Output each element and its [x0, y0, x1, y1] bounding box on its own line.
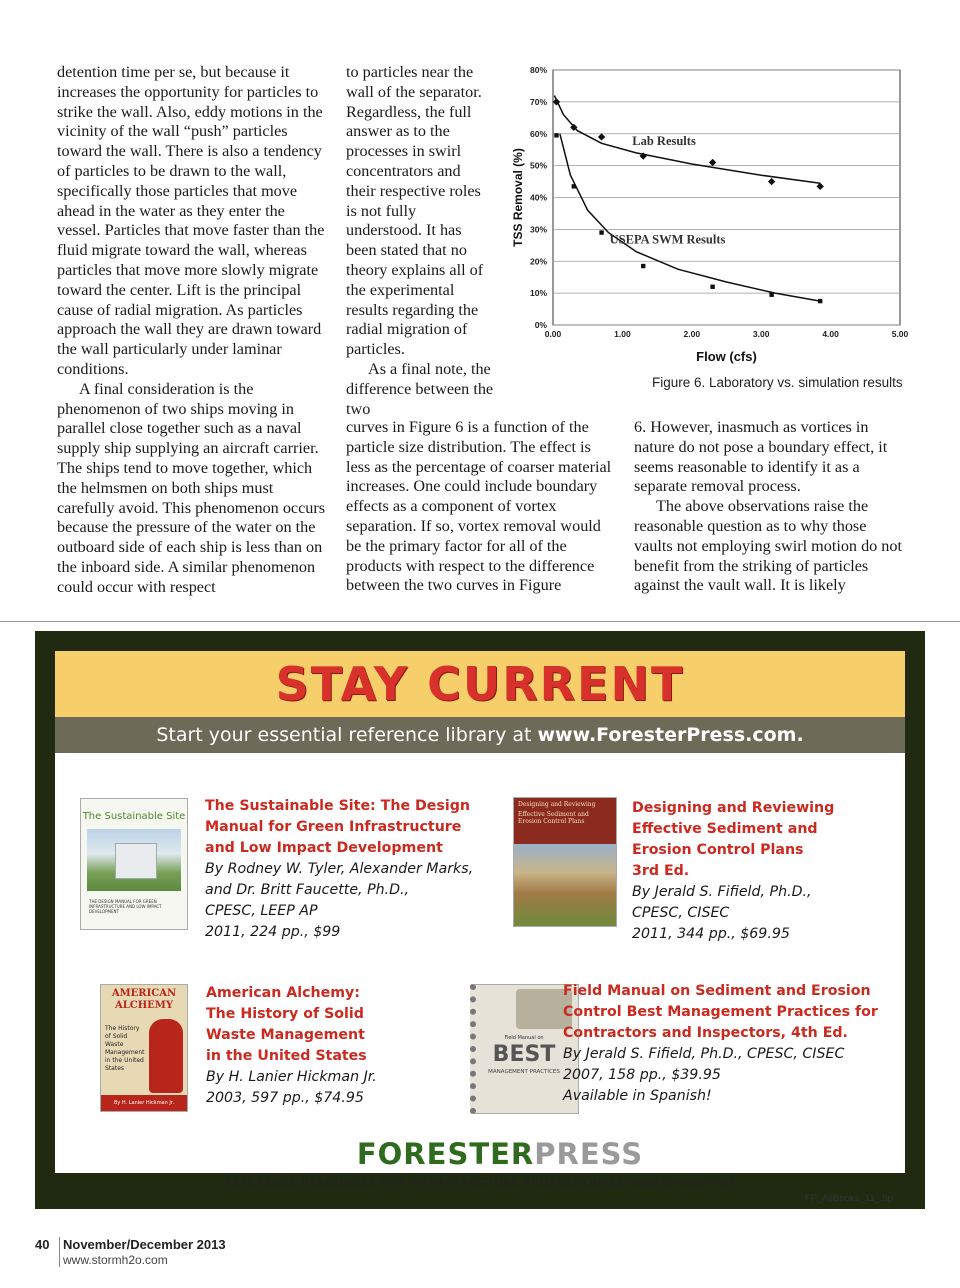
paragraph: to particles near the wall of the separator. Regardless, the full answer as to the processes in swirl concentrators and their respective roles is not fully understood. It has been stated that no theory explains all of the experimental results regarding the radial migration of particles. — [346, 63, 484, 359]
book-title-line: American Alchemy: — [206, 985, 360, 1001]
ad-subtitle-text: Start your essential reference library at — [156, 724, 538, 746]
paragraph: curves in Figure 6 is a function of the particle size distribution. The effect is less as the percentage of coarser material increases. One could include boundary effects as a component of vortex separation. If so, vortex removal would be the primary factor for all of the products with respect to the difference between the two curves in Figure — [346, 418, 612, 595]
x-tick-label: 0.00 — [544, 329, 562, 339]
figure-6-chart — [508, 60, 918, 365]
article-column-3 — [634, 418, 904, 596]
paragraph: A final consideration is the phenomenon of two ships moving in parallel close together such as a naval supply ship supplying an aircraft carrier. The ships tend to move together, which the helmsmen on both ships must carefully avoid. This phenomenon occurs because the pressure of the water on the outboard side of each ship is less than on the inboard side. A similar phenomenon could occur with respect — [57, 379, 326, 596]
cover-subtitle: Effective Sediment and Erosion Control Plans — [518, 811, 589, 825]
y-tick-label: 10% — [529, 288, 547, 299]
data-point — [554, 133, 558, 137]
figure-caption: Figure 6. Laboratory vs. simulation results — [652, 375, 903, 390]
ad-subtitle-link[interactable]: www.ForesterPress.com. — [537, 724, 804, 746]
book-listing-american-alchemy[interactable] — [206, 983, 456, 1109]
cover-photo — [514, 844, 616, 926]
book-detail-line: By Jerald S. Fifield, Ph.D., — [632, 884, 812, 900]
book-detail-line: 2011, 344 pp., $69.95 — [632, 926, 790, 942]
forester-press-logo[interactable] — [320, 1137, 680, 1171]
book-detail-line: CPESC, LEEP AP — [205, 903, 318, 919]
series-label: Lab Results — [632, 133, 696, 148]
cover-title: Field Manual on — [504, 1035, 544, 1041]
y-tick-label: 50% — [529, 160, 547, 171]
book-detail-line: and Dr. Britt Faucette, Ph.D., — [205, 882, 410, 898]
book-title-line: and Low Impact Development — [205, 840, 443, 856]
data-point — [818, 299, 822, 303]
issue-date: November/December 2013 — [63, 1237, 226, 1252]
x-tick-label: 5.00 — [891, 329, 909, 339]
book-detail-line: By H. Lanier Hickman Jr. — [206, 1069, 377, 1085]
article-column-2-bottom — [346, 418, 616, 596]
y-tick-label: 60% — [529, 128, 547, 139]
book-title-line: Contractors and Inspectors, 4th Ed. — [563, 1025, 848, 1041]
logo-part-forester: FORESTER — [356, 1137, 535, 1171]
series-label: USEPA SWM Results — [609, 232, 726, 247]
footer-website[interactable]: www.stormh2o.com — [63, 1253, 168, 1267]
paragraph: detention time per se, but because it increases the opportunity for particles to strike the wall. Also, eddy motions in the vicinity of the wall “push” particles toward the wall. There is also a tendency of particles to be drawn to the wall, specifically those particles that move ahead in the water as they enter the vessel. Particles that move faster than the fluid migrate toward the wall, whereas particles that move more slowly migrate toward the center. Lift is the principal cause of radial migration. As particles approach the wall they are drawn toward the wall particularly under laminar conditions. — [57, 63, 325, 378]
article-column-1 — [57, 63, 327, 598]
cover-title: The Sustainable Site — [82, 811, 186, 822]
book-detail-line: CPESC, CISEC — [632, 905, 730, 921]
book-title-line: Erosion Control Plans — [632, 842, 804, 858]
paragraph: 6. However, inasmuch as vortices in nature do not pose a boundary effect, it seems reasonable to identify it as a separate removal process. — [634, 418, 888, 496]
book-listing-sustainable-site[interactable] — [205, 796, 505, 943]
book-title-line: The History of Solid — [206, 1006, 364, 1022]
ad-code: FP_AllBooks_11_.5p — [804, 1193, 893, 1204]
data-point — [599, 230, 603, 234]
data-point — [769, 293, 773, 297]
cover-subtitle: MANAGEMENT PRACTICES — [488, 1069, 560, 1075]
data-point — [572, 184, 576, 188]
page-number: 40 — [35, 1237, 50, 1252]
article-column-2-top — [346, 63, 494, 419]
paragraph: The above observations raise the reasonable question as to why those vaults not employing swirl motion do not benefit from the striking of particles against the vault wall. It is likely — [634, 497, 902, 595]
book-title-line: Waste Management — [206, 1027, 365, 1043]
x-tick-label: 2.00 — [683, 329, 701, 339]
book-detail-line: By Jerald S. Fifield, Ph.D., CPESC, CISEC — [563, 1046, 845, 1062]
x-tick-label: 1.00 — [614, 329, 631, 339]
book-listing-field-manual[interactable] — [563, 981, 903, 1107]
cover-photo — [87, 829, 181, 891]
cover-title: Designing and Reviewing — [518, 801, 596, 808]
data-point — [710, 285, 714, 289]
logo-part-press: PRESS — [534, 1137, 644, 1171]
cover-title: AMERICAN ALCHEMY — [111, 988, 177, 1011]
ad-panel — [55, 651, 905, 1204]
x-tick-label: 3.00 — [752, 329, 770, 339]
book-detail-line: Available in Spanish! — [563, 1088, 712, 1104]
book-detail-line: 2011, 224 pp., $99 — [205, 924, 341, 940]
cover-subtitle: THE DESIGN MANUAL FOR GREEN INFRASTRUCTURE AND LOW IMPACT DEVELOPMENT — [89, 899, 162, 914]
ad-banner — [55, 651, 905, 717]
book-title-line: Designing and Reviewing — [632, 800, 835, 816]
book-detail-line: 2003, 597 pp., $74.95 — [206, 1090, 364, 1106]
book-title-line: in the United States — [206, 1048, 367, 1064]
book-cover-american-alchemy[interactable] — [100, 984, 188, 1112]
book-cover-sustainable-site[interactable] — [80, 798, 188, 930]
cover-figure — [149, 1019, 183, 1093]
book-title-line: The Sustainable Site: The Design — [205, 798, 470, 814]
y-tick-label: 80% — [529, 65, 547, 75]
data-point — [641, 264, 645, 268]
cover-big-word: BEST — [492, 1042, 556, 1067]
book-title-line: Effective Sediment and — [632, 821, 818, 837]
book-detail-line: By Rodney W. Tyler, Alexander Marks, — [205, 861, 474, 877]
y-tick-label: 40% — [529, 192, 547, 203]
y-tick-label: 0% — [534, 320, 547, 330]
ad-tagline: REFERENCE RESOURCES FOR INFRASTRUCTURE PROFESSIONALS www.forester.net — [224, 1176, 736, 1189]
book-cover-designing-reviewing[interactable] — [513, 797, 617, 927]
book-title-line: Control Best Management Practices for — [563, 1004, 878, 1020]
y-tick-label: 70% — [529, 96, 547, 107]
forester-press-ad — [35, 631, 925, 1209]
x-tick-label: 4.00 — [822, 329, 839, 339]
ad-subtitle — [55, 717, 905, 753]
cover-subtitle: The History of Solid Waste Management in the United States — [105, 1025, 145, 1072]
book-title-line: Manual for Green Infrastructure — [205, 819, 462, 835]
ad-title: STAY CURRENT — [275, 657, 685, 711]
book-title-line: Field Manual on Sediment and Erosion — [563, 983, 871, 999]
y-axis-label: TSS Removal (%) — [511, 148, 525, 247]
x-axis-label: Flow (cfs) — [696, 349, 757, 364]
footer-divider — [59, 1237, 60, 1267]
paragraph: As a final note, the difference between the two — [346, 359, 494, 418]
y-tick-label: 20% — [529, 256, 547, 267]
book-listing-designing-reviewing[interactable] — [632, 798, 902, 945]
cover-author: By H. Lanier Hickman Jr. — [101, 1095, 187, 1111]
book-title-line: 3rd Ed. — [632, 863, 690, 879]
divider — [0, 621, 960, 622]
book-detail-line: 2007, 158 pp., $39.95 — [563, 1067, 721, 1083]
cover-header — [514, 798, 616, 844]
y-tick-label: 30% — [529, 224, 547, 235]
